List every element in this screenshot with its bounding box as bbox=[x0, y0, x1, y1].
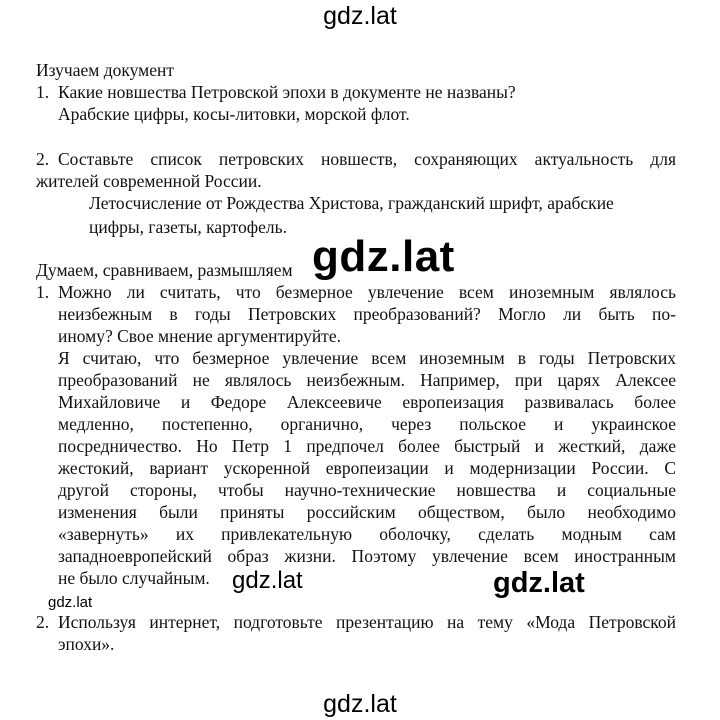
answer-text-line: Летосчисление от Рождества Христова, гражданский шрифт, арабские bbox=[89, 193, 614, 213]
item-number: 1. bbox=[36, 282, 50, 302]
section-heading-think-compare: Думаем, сравниваем, размышляем bbox=[36, 260, 293, 280]
answer-text-line: медленно, постепенно, органично, через польское и украинское bbox=[58, 414, 676, 434]
section-heading-study-document: Изучаем документ bbox=[36, 60, 175, 80]
question-text-line: Используя интернет, подготовьте презентацию на тему «Мода Петровской bbox=[58, 612, 676, 632]
watermark-small: gdz.lat bbox=[48, 594, 93, 611]
question-text: Какие новшества Петровской эпохи в документе не названы? bbox=[58, 82, 516, 102]
watermark-top: gdz.lat bbox=[323, 2, 397, 30]
question-text-line: Составьте список петровских новшеств, сохраняющих актуальность для bbox=[58, 149, 676, 169]
item-number: 2. bbox=[36, 612, 50, 632]
item-number: 1. bbox=[36, 82, 50, 102]
question-text-line: эпохи». bbox=[58, 634, 115, 654]
answer-text-line: Я считаю, что безмерное увлечение всем иноземным в годы Петровских bbox=[58, 348, 676, 368]
question-text-line: жителей современной России. bbox=[36, 171, 262, 191]
item-number: 2. bbox=[36, 149, 50, 169]
answer-text-line: жестокий, вариант ускоренной европеизации и модернизации России. С bbox=[58, 458, 676, 478]
answer-text-line: цифры, газеты, картофель. bbox=[89, 217, 287, 237]
answer-text: Арабские цифры, косы-литовки, морской флот. bbox=[58, 104, 410, 124]
question-text-line: Можно ли считать, что безмерное увлечение всем иноземным являлось bbox=[58, 282, 676, 302]
question-text-line: иному? Свое мнение аргументируйте. bbox=[58, 326, 341, 346]
watermark-middle-left: gdz.lat bbox=[232, 567, 303, 594]
answer-text-line: изменения были приняты российским обществом, было необходимо bbox=[58, 502, 676, 522]
answer-text-line: посредничество. Но Петр 1 предпочел более быстрый и жесткий, даже bbox=[58, 436, 676, 456]
question-text-line: неизбежным в годы Петровских преобразований? Могло ли быть по- bbox=[58, 304, 676, 324]
answer-text-line: преобразований не являлось неизбежным. Например, при царях Алексее bbox=[58, 370, 676, 390]
answer-text-line: «завернуть» их привлекательную оболочку, сделать модным сам bbox=[58, 524, 676, 544]
watermark-middle-right: gdz.lat bbox=[493, 567, 585, 599]
answer-text-line: Михайловиче и Федоре Алексеевиче европеизация развивалась более bbox=[58, 392, 676, 412]
answer-text-line: западноевропейский образ жизни. Поэтому увлечение всем иностранным bbox=[58, 546, 676, 566]
answer-text-line: другой стороны, чтобы научно-технические новшества и социальные bbox=[58, 480, 676, 500]
watermark-large: gdz.lat bbox=[312, 232, 455, 281]
answer-text-line: не было случайным. bbox=[58, 568, 210, 588]
watermark-bottom: gdz.lat bbox=[323, 690, 397, 718]
